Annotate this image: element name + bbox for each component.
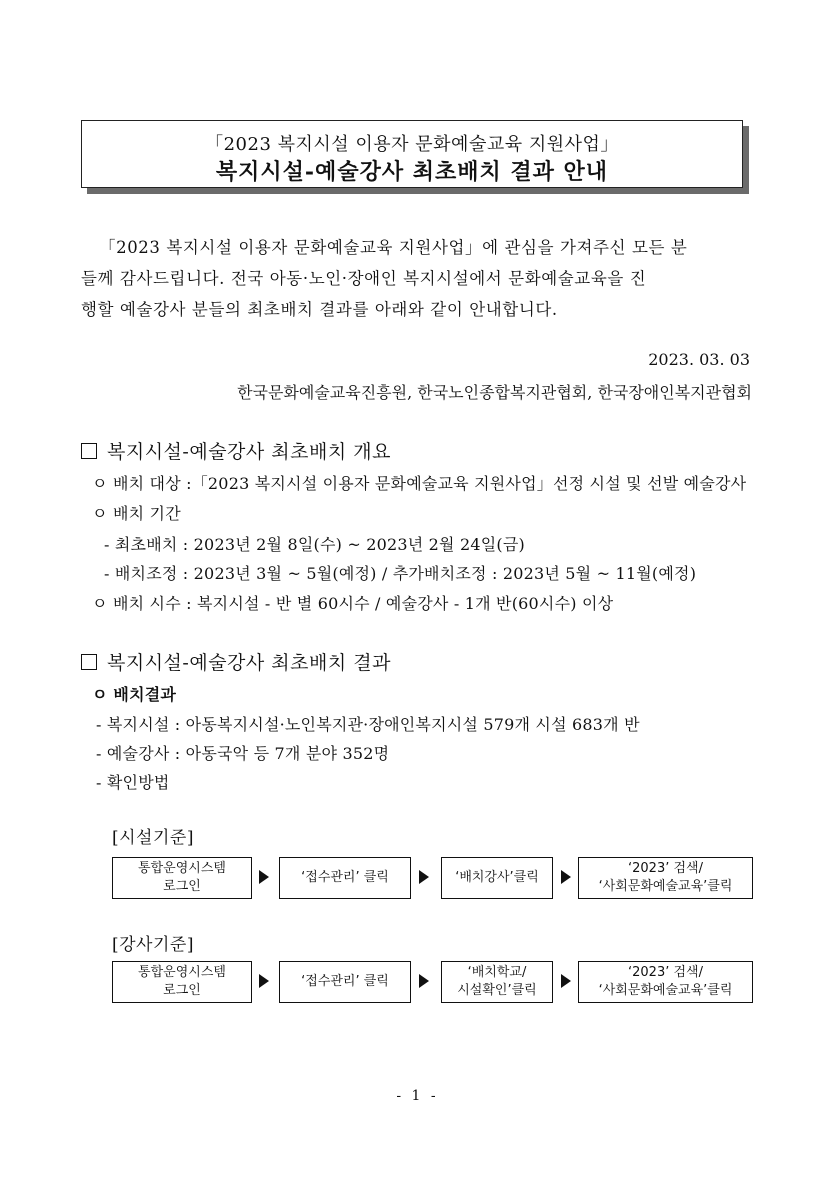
step-line: 통합운영시스템 — [138, 861, 226, 876]
section-overview-title: 복지시설-예술강사 최초배치 개요 — [107, 441, 391, 463]
step-line: ‘배치강사’클릭 — [455, 870, 539, 885]
flow-instructor-step-school — [441, 961, 553, 1003]
step-line: ‘배치학교/ — [467, 965, 527, 980]
placement-period-first: - 최초배치 : 2023년 2월 8일(수) ~ 2023년 2월 24일(금) — [104, 535, 525, 554]
result-facilities: - 복지시설 : 아동복지시설·노인복지관·장애인복지시설 579개 시설 683개 반 — [96, 715, 640, 734]
intro-line-1: 「2023 복지시설 이용자 문화예술교육 지원사업」에 관심을 가져주신 모든 분 — [99, 238, 688, 257]
arrow-right-icon — [259, 974, 269, 988]
flow-instructor-step-login — [112, 961, 252, 1003]
step-line: ‘접수관리’ 클릭 — [301, 870, 389, 885]
step-line: 로그인 — [163, 983, 201, 998]
step-line: 통합운영시스템 — [138, 965, 226, 980]
flow-facility-step-search — [578, 857, 753, 899]
intro-line-3: 행할 예술강사 분들의 최초배치 결과를 아래와 같이 안내합니다. — [81, 300, 558, 319]
arrow-right-icon — [561, 974, 571, 988]
step-line: 시설확인’클릭 — [457, 983, 537, 998]
flow-facility-step-login — [112, 857, 252, 899]
placement-period-label: ㅇ 배치 기간 — [92, 504, 181, 523]
result-check-method: - 확인방법 — [96, 773, 170, 792]
arrow-right-icon — [419, 870, 429, 884]
placement-result-label: ㅇ 배치결과 — [92, 685, 177, 704]
flow-instructor-step-reception — [279, 961, 411, 1003]
intro-line-2: 들께 감사드립니다. 전국 아동·노인·장애인 복지시설에서 문화예술교육을 진 — [81, 269, 647, 288]
flow-instructor-step-search — [578, 961, 753, 1003]
title-box — [81, 120, 743, 188]
checkbox-square-icon — [81, 654, 97, 670]
step-line: ‘사회문화예술교육’클릭 — [598, 983, 733, 998]
placement-hours: ㅇ 배치 시수 : 복지시설 - 반 별 60시수 / 예술강사 - 1개 반(60시수) 이상 — [92, 594, 614, 613]
flow-instructor-label: [강사기준] — [112, 935, 194, 955]
step-line: ‘접수관리’ 클릭 — [301, 974, 389, 989]
step-line: ‘2023’ 검색/ — [628, 861, 703, 876]
page-number: - 1 - — [396, 1088, 439, 1104]
title-program: 「2023 복지시설 이용자 문화예술교육 지원사업」 — [205, 134, 619, 155]
arrow-right-icon — [419, 974, 429, 988]
issuing-organizations: 한국문화예술교육진흥원, 한국노인종합복지관협회, 한국장애인복지관협회 — [237, 383, 752, 402]
section-result-heading — [81, 648, 391, 675]
step-line: 로그인 — [163, 879, 201, 894]
result-instructors: - 예술강사 : 아동국악 등 7개 분야 352명 — [96, 744, 390, 763]
checkbox-square-icon — [81, 443, 97, 459]
flow-facility-step-instructor — [441, 857, 553, 899]
page-title: 복지시설-예술강사 최초배치 결과 안내 — [215, 159, 609, 185]
arrow-right-icon — [259, 870, 269, 884]
step-line: ‘2023’ 검색/ — [628, 965, 703, 980]
section-result-title: 복지시설-예술강사 최초배치 결과 — [107, 652, 391, 674]
section-overview-heading — [81, 437, 391, 464]
arrow-right-icon — [561, 870, 571, 884]
document-date: 2023. 03. 03 — [648, 350, 750, 369]
placement-target: ㅇ 배치 대상 :「2023 복지시설 이용자 문화예술교육 지원사업」선정 시설 및 선발 예술강사 — [92, 474, 747, 493]
flow-facility-label: [시설기준] — [112, 828, 194, 848]
flow-facility-step-reception — [279, 857, 411, 899]
placement-period-adjust: - 배치조정 : 2023년 3월 ~ 5월(예정) / 추가배치조정 : 2023년 5월 ~ 11월(예정) — [104, 564, 697, 583]
step-line: ‘사회문화예술교육’클릭 — [598, 879, 733, 894]
